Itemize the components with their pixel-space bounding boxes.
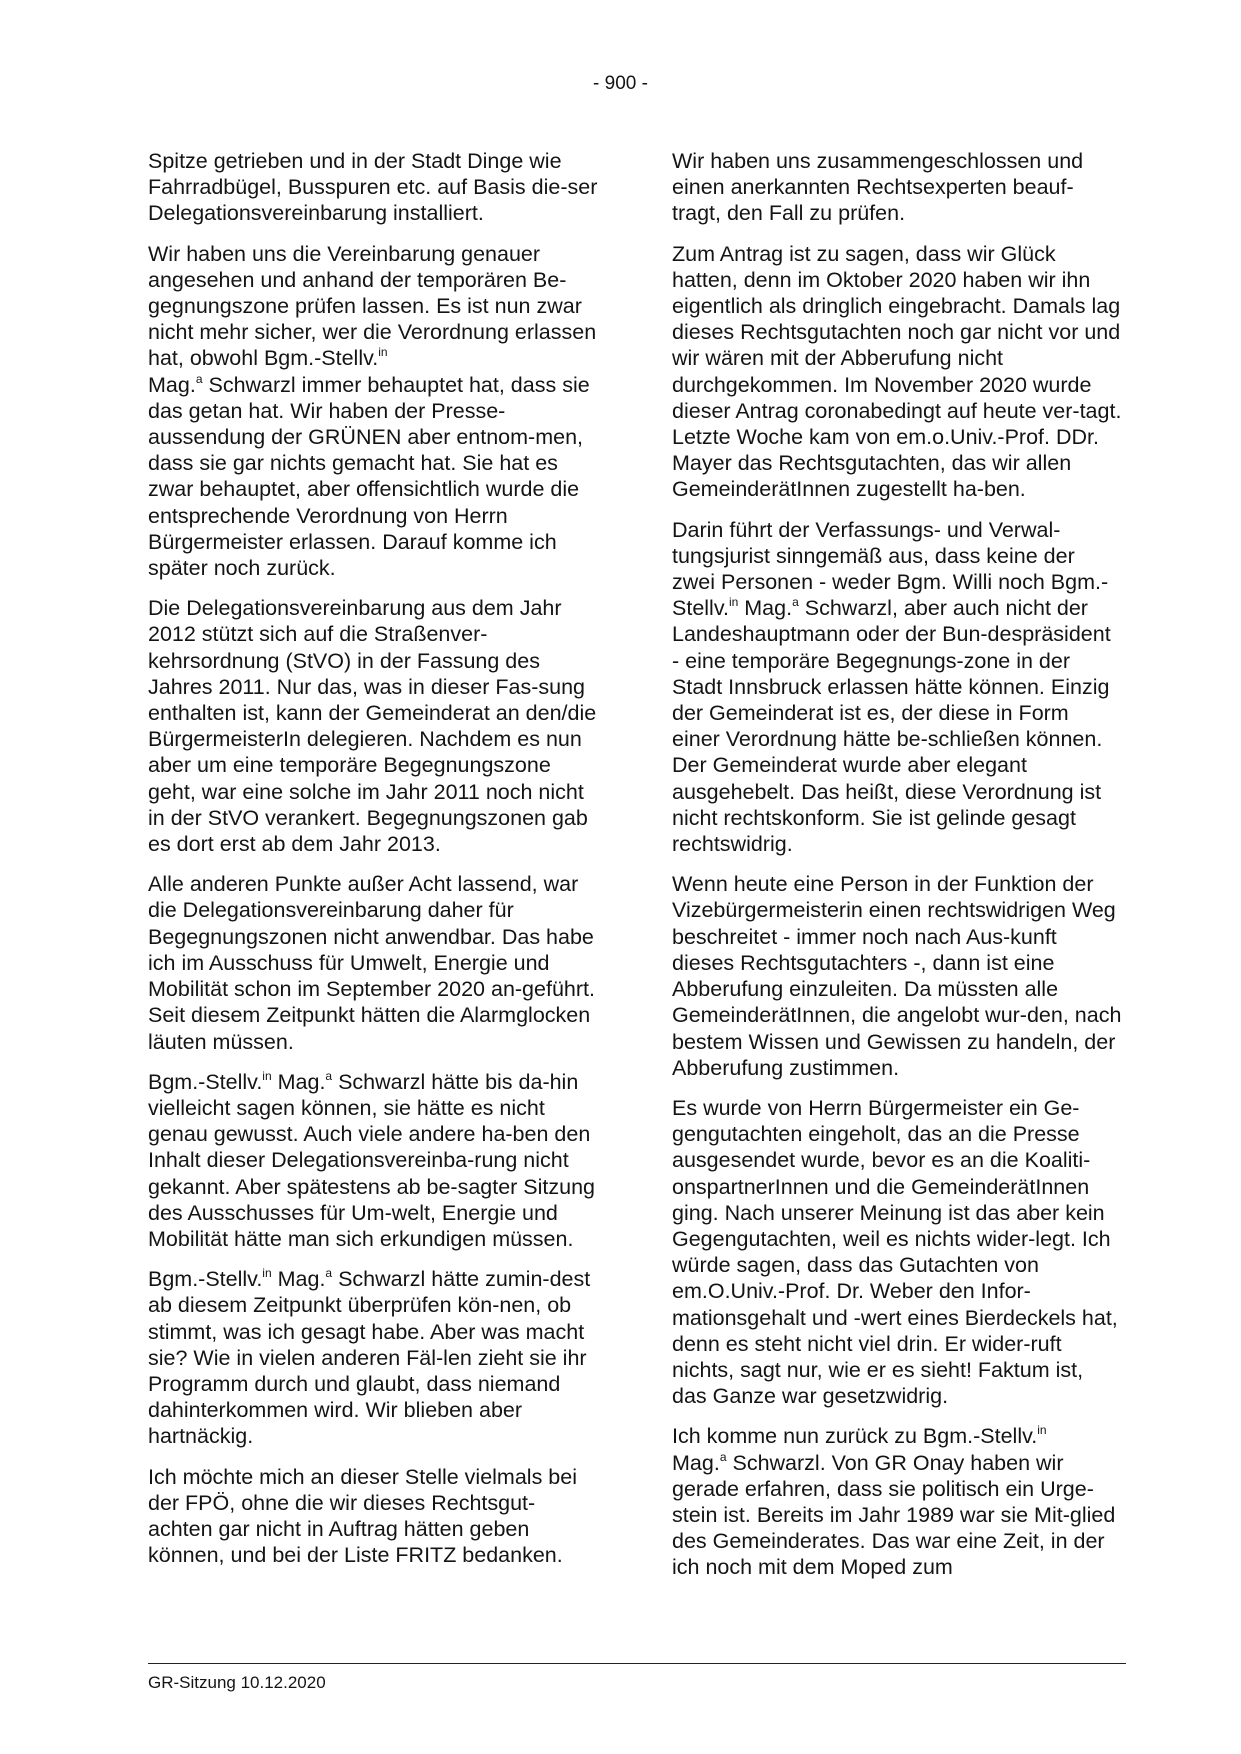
paragraph: Darin führt der Verfassungs- und Verwal-tungsjurist sinngemäß aus, dass keine der zwei Personen - weder Bgm. Willi noch Bgm.-Stellv.$^{in}$ Mag.$^a$ Schwarzl, aber auch nicht der Landeshauptmann oder der Bun-despräsident - eine temporäre Begegnungs-zone in der Stadt Innsbruck erlassen hätte können. Einzig der Gemeinderat ist es, der diese in Form einer Verordnung hätte be-schließen können. Der Gemeinderat wurde aber elegant ausgehebelt. Das heißt, diese Verordnung ist nicht rechtskonform. Sie ist gelinde gesagt rechtswidrig. (672, 517, 1111, 857)
paragraph: Wenn heute eine Person in der Funktion der Vizebürgermeisterin einen rechtswidrigen Weg beschreitet - immer noch nach Aus-kunft dieses Rechtsgutachters -, dann ist eine Abberufung einzuleiten. Da müssten alle GemeinderätInnen, die angelobt wur-den, nach bestem Wissen und Gewissen zu handeln, der Abberufung zustimmen. (672, 872, 1122, 1080)
paragraph: Bgm.-Stellv.$^{in}$ Mag.$^a$ Schwarzl hätte bis da-hin vielleicht sagen können, sie hätte es nicht genau gewusst. Auch viele andere ha-ben den Inhalt dieser Delegationsvereinba-rung nicht gekannt. Aber spätestens ab be-sagter Sitzung des Ausschusses für Um-welt, Energie und Mobilität hätte man sich erkundigen müssen. (148, 1068, 596, 1251)
paragraph: Bgm.-Stellv.$^{in}$ Mag.$^a$ Schwarzl hätte zumin-dest ab diesem Zeitpunkt überprüfen kön-nen, ob stimmt, was ich gesagt habe. Aber was macht sie? Wie in vielen anderen Fäl-len zieht sie ihr Programm durch und glaubt, dass niemand dahinterkommen wird. Wir blieben aber hartnäckig. (148, 1266, 591, 1449)
footer-text: GR-Sitzung 10.12.2020 (148, 1673, 326, 1692)
paragraph: Die Delegationsvereinbarung aus dem Jahr 2012 stützt sich auf die Straßenver-kehrsordnung (StVO) in der Fassung des Jahres 2011. Nur das, was in dieser Fas-sung enthalten ist, kann der Gemeinderat an den/die BürgermeisterIn delegieren. Nachdem es nun aber um eine temporäre Begegnungszone geht, war eine solche im Jahr 2011 noch nicht in der StVO verankert. Begegnungszonen gab es dort erst ab dem Jahr 2013. (148, 596, 597, 857)
paragraph: Es wurde von Herrn Bürgermeister ein Ge-gengutachten eingeholt, das an die Presse ausgesendet wurde, bevor es an die Koaliti-onspartnerInnen und die GemeinderätInnen ging. Nach unserer Meinung ist das aber kein Gegengutachten, weil es nichts wider-legt. Ich würde sagen, dass das Gutachten von em.O.Univ.-Prof. Dr. Weber den Infor-mationsgehalt und -wert eines Bierdeckels hat, denn es steht nicht viel drin. Er wider-ruft nichts, sagt nur, wie er es sieht! Faktum ist, das Ganze war gesetzwidrig. (672, 1095, 1118, 1409)
footer-divider (148, 1663, 1126, 1664)
paragraph: Wir haben uns zusammengeschlossen und einen anerkannten Rechtsexperten beauf-tragt, den Fall zu prüfen. (672, 149, 1084, 226)
paragraph: Alle anderen Punkte außer Acht lassend, war die Delegationsvereinbarung daher für Begegnungszonen nicht anwendbar. Das habe ich im Ausschuss für Umwelt, Energie und Mobilität schon im September 2020 an-geführt. Seit diesem Zeitpunkt hätten die Alarmglocken läuten müssen. (148, 872, 595, 1054)
paragraph: Zum Antrag ist zu sagen, dass wir Glück hatten, denn im Oktober 2020 haben wir ihn eigentlich als dringlich eingebracht. Damals lag dieses Rechtsgutachten noch gar nicht vor und wir wären mit der Abberufung nicht durchgekommen. Im November 2020 wurde dieser Antrag coronabedingt auf heute ver-tagt. Letzte Woche kam von em.o.Univ.-Prof. DDr. Mayer das Rechtsgutachten, das wir allen GemeinderätInnen zugestellt ha-ben. (672, 241, 1122, 502)
paragraph: Ich möchte mich an dieser Stelle vielmals bei der FPÖ, ohne die wir dieses Rechtsgut-achten gar nicht in Auftrag hätten geben können, und bei der Liste FRITZ bedanken. (148, 1464, 577, 1568)
left-column (148, 148, 598, 1582)
page-number: - 900 - (593, 73, 648, 94)
paragraph: Spitze getrieben und in der Stadt Dinge wie Fahrradbügel, Busspuren etc. auf Basis die-ser Delegationsvereinbarung installiert. (148, 149, 598, 226)
paragraph: Wir haben uns die Vereinbarung genauer angesehen und anhand der temporären Be-gegnungszone prüfen lassen. Es ist nun zwar nicht mehr sicher, wer die Verordnung erlassen hat, obwohl Bgm.-Stellv.$^{in}$ Mag.$^a$ Schwarzl immer behauptet hat, dass sie das getan hat. Wir haben der Presse-aussendung der GRÜNEN aber entnom-men, dass sie gar nichts gemacht hat. Sie hat es zwar behauptet, aber offensichtlich wurde die entsprechende Verordnung von Herrn Bürgermeister erlassen. Darauf komme ich später noch zurück. (148, 241, 597, 581)
paragraph: Ich komme nun zurück zu Bgm.-Stellv.$^{in}$ Mag.$^a$ Schwarzl. Von GR Onay haben wir gerade erfahren, dass sie politisch ein Urge-stein ist. Bereits im Jahr 1989 war sie Mit-glied des Gemeinderates. Das war eine Zeit, in der ich noch mit dem Moped zum (672, 1423, 1116, 1580)
right-column (672, 148, 1122, 1595)
